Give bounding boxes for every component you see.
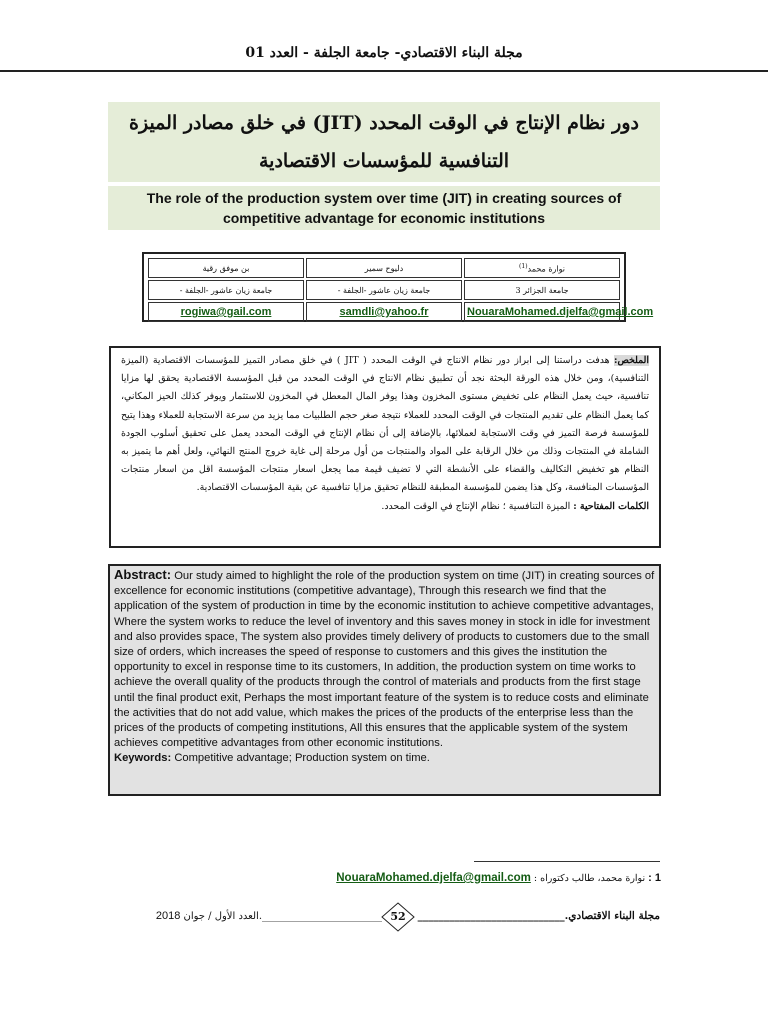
arabic-keywords-label: الكلمات المفتاحية :	[573, 500, 649, 512]
arabic-abstract	[109, 346, 661, 548]
arabic-keywords	[121, 498, 649, 516]
author-email-link[interactable]: rogiwa@gail.com	[148, 302, 304, 322]
footer-issue	[112, 905, 382, 927]
authors-table	[142, 252, 654, 322]
footer-issue-text: ________________________.العدد الأول / جوان	[183, 911, 382, 922]
title-separator	[108, 182, 660, 186]
arabic-abstract-body	[121, 352, 649, 498]
footer-journal-name: مجلة البناء الاقتصادي.____________________________	[417, 910, 660, 922]
footnote-ref: (1)	[519, 262, 528, 270]
author-affiliation: جامعة الجزائر 3	[464, 280, 620, 300]
author-name: بن موفق رقية	[148, 258, 304, 278]
arabic-keywords-text: الميزة التنافسية ؛ نظام الإنتاج في الوقت المحدد.	[381, 500, 571, 512]
footnote	[108, 868, 661, 888]
author-emails-row	[148, 302, 620, 322]
header-rule	[0, 70, 768, 72]
author-affiliations-row	[148, 280, 620, 300]
author-affiliation: جامعة زيان عاشور -الجلفة -	[148, 280, 304, 300]
english-keywords-label: Keywords:	[114, 752, 172, 765]
footnote-text: نوارة محمد، طالب دكتوراه :	[533, 873, 646, 884]
title-arabic: دور نظام الإنتاج في الوقت المحدد (JIT) في خلق مصادر الميزة التنافسية للمؤسسات الاقتصادية	[129, 112, 639, 172]
author-affiliation: جامعة زيان عاشور -الجلفة -	[306, 280, 462, 300]
english-abstract-body	[114, 567, 655, 751]
author-name: نوارة محمد$^{(1)}$	[464, 258, 620, 278]
page-number: 52	[390, 910, 406, 923]
footnote-rule	[474, 861, 660, 862]
arabic-abstract-label: الملخص:	[614, 355, 649, 366]
author-email-link[interactable]: NouaraMohamed.djelfa@gmail.com	[464, 302, 620, 322]
author-names-row	[148, 258, 620, 278]
author-name: دليوح سمير	[306, 258, 462, 278]
journal-header: مجلة البناء الاقتصادي- جامعة الجلفة - العدد 01	[245, 45, 523, 61]
english-keywords	[114, 751, 655, 766]
english-keywords-text: Competitive advantage; Production system on time.	[174, 752, 430, 765]
english-abstract	[108, 564, 661, 796]
english-abstract-label: Abstract:	[114, 567, 172, 582]
footnote-email-link[interactable]: NouaraMohamed.djelfa@gmail.com	[336, 872, 531, 884]
page-number-badge	[380, 902, 416, 932]
english-abstract-text: Our study aimed to highlight the role of the production system on time (JIT) in creating sources of excellence for economic institutions (competitive advantage), Through this research we find that the application of the system of production in time by the economic institution to achieve competitive advantages, Where the system works to reduce the level of inventory and this saves money in stock in idle for investment and also provides space, The system also provides timely delivery of products to customers due to the small size of orders, which increases the speed of response to customers and this gives the institution the opportunity to excel in response time to its customers, In addition, the production system on time works to achieve the overall quality of the products through the control of materials and products from the first stage until the final product exit, Perhaps the most important feature of the system is to reduce costs and eliminate the activities that do not add value, which makes the prices of the products of the enterprise less than the prices of the products of competing institutions, All this ensures that the applicable system of the system achieves competitive advantages from other economic institutions.	[114, 570, 655, 750]
footer-year: 2018	[155, 910, 181, 922]
arabic-abstract-text: هدفت دراستنا إلى ابراز دور نظام الانتاج في الوقت المحدد ( JIT ) في خلق مصادر التميز للمؤسسات الاقتصادية (الميزة التنافسية)، ومن خلال هذه الورقة البحثة نجد أن تطبيق نظام الانتاج في الوقت المحدد من قبل المؤسسة الاقتصادية يحقق لها مزايا تنافسية، حيث يعمل النظام على تخفيض مستوى المخزون وهذا يوفر المال المعطل في المخزون للاستثمار ويوفر كذلك الحيز المكاني، كما يعمل النظام على تقديم المنتجات في الوقت المحدد للعملاء نتيجة صغر حجم الطلبيات مما يزيد من سرعة الاستجابة للعملاء وهذا يتيح للمؤسسة فرصة التميز في وقت الاستجابة لعملائها، بالإضافة إلى أن نظام الإنتاج في الوقت المحدد يعمل على تحقيق أسلوب الجودة الشاملة في المنتجات وذلك من خلال الرقابة على المواد والمنتجات من أول مرحلة إلى غاية خروج المنتج النهائي، ولعل أهم ما يتميز به النظام هو تخفيض التكاليف والقضاء على الأنشطة التي لا تضيف قيمة مما يجعل اسعار منتجات المؤسسة اقل من اسعار منتجات المؤسسات المنافسة، وكل هذا يضمن للمؤسسة المطبقة للنظام تحقيق مزايا تنافسية عن بقية المؤسسات الاقتصادية.	[121, 355, 649, 494]
title-english: The role of the production system over time (JIT) in creating sources of competitive advantage for economic institutions	[146, 190, 622, 226]
footnote-number: 1 :	[648, 872, 661, 884]
author-email-link[interactable]: samdli@yahoo.fr	[306, 302, 462, 322]
title-box	[108, 102, 660, 230]
